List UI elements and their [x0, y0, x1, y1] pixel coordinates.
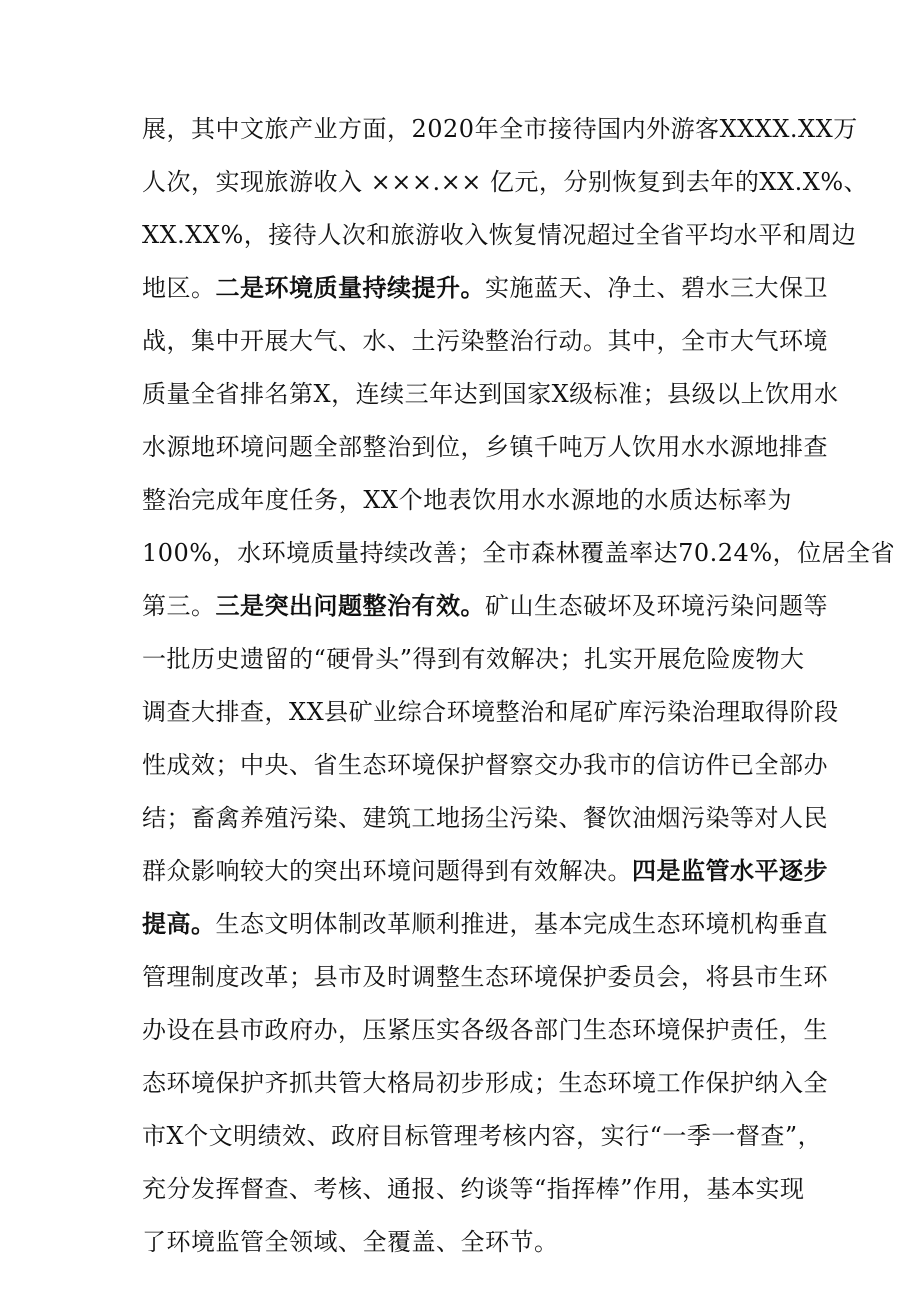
- text-run: 100%，水环境质量持续改善；全市森林覆盖率达70.24%，位居全省: [142, 539, 896, 567]
- bold-heading-run: 四是监管水平逐步: [632, 857, 828, 885]
- text-run: 人次，实现旅游收入 ×××.×× 亿元，分别恢复到去年的XX.X%、: [142, 168, 869, 196]
- text-line: [142, 1068, 828, 1098]
- bold-heading-run: 三是突出问题整治有效。: [215, 592, 485, 620]
- text-line: [142, 273, 828, 303]
- text-run: 市X个文明绩效、政府目标管理考核内容，实行“一季一督查”，: [142, 1122, 823, 1150]
- text-line: [142, 538, 896, 568]
- text-run: 群众影响较大的突出环境问题得到有效解决。: [142, 857, 632, 885]
- text-line: [142, 1227, 792, 1257]
- text-line: [142, 1121, 823, 1151]
- text-run: 办设在县市政府办，压紧压实各级各部门生态环境保护责任，生: [142, 1016, 828, 1044]
- text-line: [142, 167, 869, 197]
- text-line: [142, 909, 828, 939]
- text-run: 调查大排查，XX县矿业综合环境整治和尾矿库污染治理取得阶段: [142, 698, 839, 726]
- text-line: [142, 1174, 805, 1204]
- text-line: [142, 697, 839, 727]
- text-line: [142, 591, 828, 621]
- text-run: 生态文明体制改革顺利推进，基本完成生态环境机构垂直: [215, 910, 828, 938]
- text-run: 地区。: [142, 274, 216, 302]
- text-line: [142, 114, 858, 144]
- text-run: 充分发挥督查、考核、通报、约谈等“指挥棒”作用，基本实现: [142, 1175, 805, 1203]
- text-run: 态环境保护齐抓共管大格局初步形成；生态环境工作保护纳入全: [142, 1069, 828, 1097]
- text-run: 结；畜禽养殖污染、建筑工地扬尘污染、餐饮油烟污染等对人民: [142, 804, 828, 832]
- text-run: 整治完成年度任务，XX个地表饮用水水源地的水质达标率为: [142, 486, 792, 514]
- text-line: [142, 326, 828, 356]
- text-line: [142, 220, 857, 250]
- text-run: 战，集中开展大气、水、土污染整治行动。其中，全市大气环境: [142, 327, 828, 355]
- text-run: 展，其中文旅产业方面，2020年全市接待国内外游客XXXX.XX万: [142, 115, 858, 143]
- text-line: [142, 379, 839, 409]
- text-line: [142, 1015, 828, 1045]
- text-line: [142, 962, 828, 992]
- text-line: [142, 803, 828, 833]
- bold-heading-run: 提高。: [142, 910, 216, 938]
- text-run: 质量全省排名第X，连续三年达到国家X级标准；县级以上饮用水: [142, 380, 839, 408]
- text-run: 性成效；中央、省生态环境保护督察交办我市的信访件已全部办: [142, 751, 828, 779]
- text-line: [142, 485, 792, 515]
- text-run: 实施蓝天、净土、碧水三大保卫: [485, 274, 828, 302]
- bold-heading-run: 二是环境质量持续提升。: [215, 274, 485, 302]
- text-run: 管理制度改革；县市及时调整生态环境保护委员会，将县市生环: [142, 963, 828, 991]
- text-line: [142, 750, 828, 780]
- text-run: XX.XX%，接待人次和旅游收入恢复情况超过全省平均水平和周边: [142, 221, 857, 249]
- text-line: [142, 856, 828, 886]
- text-run: 第三。: [142, 592, 216, 620]
- text-line: [142, 432, 828, 462]
- text-run: 了环境监管全领域、全覆盖、全环节。: [142, 1228, 559, 1256]
- text-line: [142, 644, 805, 674]
- text-run: 矿山生态破坏及环境污染问题等: [485, 592, 828, 620]
- text-run: 一批历史遗留的“硬骨头”得到有效解决；扎实开展危险废物大: [142, 645, 805, 673]
- text-run: 水源地环境问题全部整治到位，乡镇千吨万人饮用水水源地排查: [142, 433, 828, 461]
